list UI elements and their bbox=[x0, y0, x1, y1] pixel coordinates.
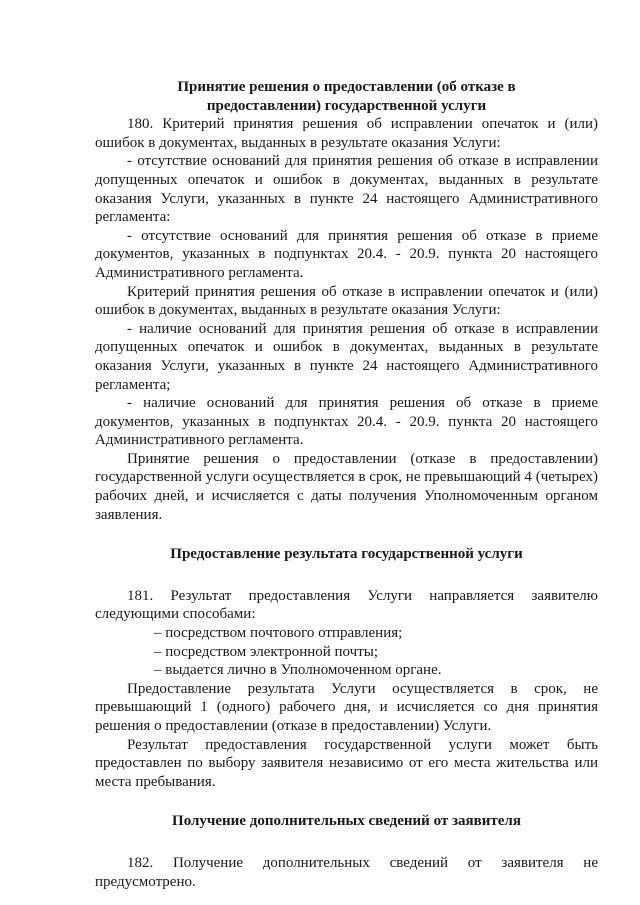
paragraph-182: 182. Получение дополнительных сведений от заявителя не предусмотрено. bbox=[95, 854, 598, 890]
paragraph-180-term: Принятие решения о предоставлении (отказе в предоставлении) государственной услуги осуществляется в срок, не превышающий 4 (четырех) рабочих дней, и исчисляется с даты получения Уполномоченным органом заявления. bbox=[95, 450, 598, 523]
paragraph-180-bullet-2: - отсутствие оснований для принятия решения об отказе в приеме документов, указанных в подпунктах 20.4. - 20.9. пункта 20 настоящего Административного регламента. bbox=[95, 227, 598, 281]
list-item-email: – посредством электронной почты; bbox=[154, 643, 379, 660]
spacer bbox=[95, 564, 598, 587]
paragraph-180-bullet-1: - отсутствие оснований для принятия решения об отказе в исправлении допущенных опечаток и ошибок в документах, выданных в результате оказания Услуги, указанных в пункте 24 настоящего Административного регламента: bbox=[95, 153, 598, 226]
paragraph-180-criterion-2: Критерий принятия решения об отказе в исправлении опечаток и (или) ошибок в документах, выданных в результате оказания Услуги: bbox=[95, 283, 598, 319]
section-title-result: Предоставление результата государственной услуги bbox=[170, 546, 523, 563]
section-title-decision bbox=[95, 78, 598, 115]
paragraph-180-bullet-4: - наличие оснований для принятия решения об отказе в приеме документов, указанных в подпунктах 20.4. - 20.9. пункта 20 настоящего Административного регламента. bbox=[95, 395, 598, 449]
paragraph-181-choice: Результат предоставления государственной услуги может быть предоставлен по выбору заявителя независимо от его места жительства или места пребывания. bbox=[95, 736, 598, 790]
spacer bbox=[95, 524, 598, 545]
section-title-decision-line2: предоставлении) государственной услуги bbox=[206, 97, 487, 114]
list-item-in-person: – выдается лично в Уполномоченном органе. bbox=[154, 662, 442, 679]
spacer bbox=[95, 831, 598, 854]
section-title-decision-line1: Принятие решения о предоставлении (об отказе в bbox=[177, 79, 516, 95]
paragraph-180-bullet-3: - наличие оснований для принятия решения об отказе в исправлении допущенных опечаток и ошибок в документах, выданных в результате оказания Услуги, указанных в пункте 24 настоящего Административного регламента; bbox=[95, 320, 598, 393]
spacer bbox=[95, 791, 598, 812]
list-item-post: – посредством почтового отправления; bbox=[154, 625, 403, 642]
paragraph-180: 180. Критерий принятия решения об исправлении опечаток и (или) ошибок в документах, выданных в результате оказания Услуги: bbox=[95, 116, 598, 151]
paragraph-181-term: Предоставление результата Услуги осуществляется в срок, не превышающий 1 (одного) рабочего дня, и исчисляется со дня принятия решения о предоставлении (отказе в предоставлении) Услуги. bbox=[95, 680, 598, 734]
document-page bbox=[95, 78, 598, 891]
paragraph-181: 181. Результат предоставления Услуги направляется заявителю следующими способами: bbox=[95, 587, 598, 623]
section-title-additional-info: Получение дополнительных сведений от заявителя bbox=[172, 813, 521, 830]
